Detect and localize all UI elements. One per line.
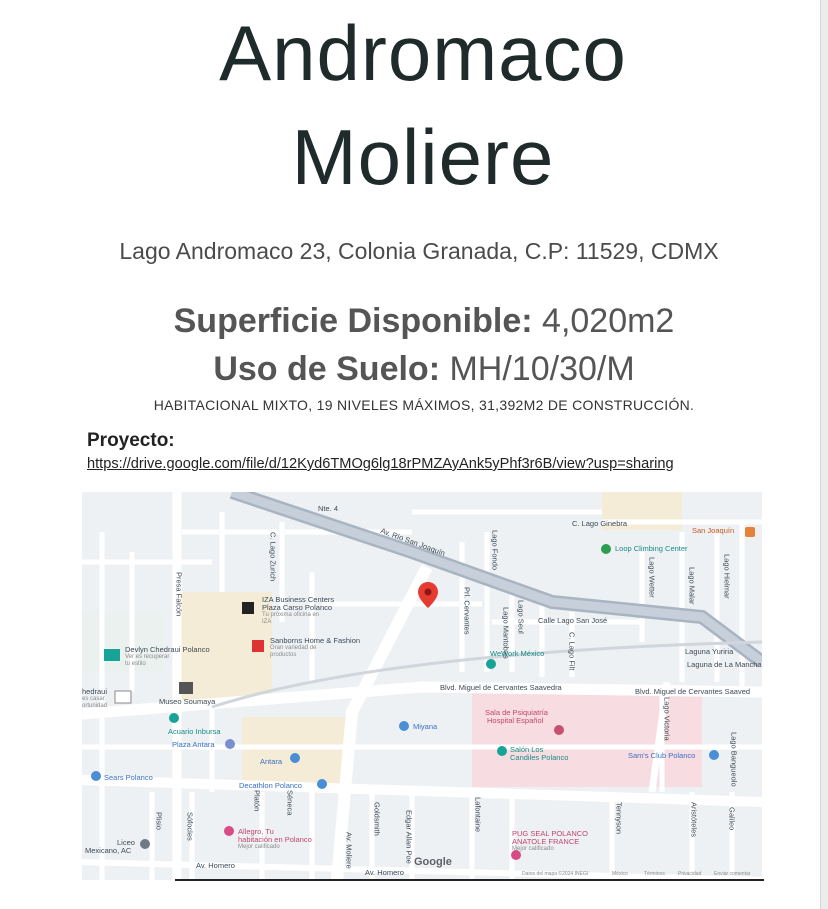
superficie-label: Superficie Disponible: xyxy=(173,302,533,340)
google-logo: Google xyxy=(414,856,452,868)
map-place-plaza-antara[interactable]: Plaza Antara xyxy=(172,740,215,749)
map-street-pliso: Plisio xyxy=(154,812,164,830)
map-footer-enviar[interactable]: Enviar comentar xyxy=(714,871,751,877)
map-place-soumaya[interactable]: Museo Soumaya xyxy=(159,697,216,706)
map-place-devlyn-sub: Ver es recuperar tu estilo xyxy=(125,654,170,667)
uso-suelo-line xyxy=(0,350,828,389)
map-footer-mexico[interactable]: México xyxy=(612,871,628,877)
map-street-presa-falcon: Presa Falcón xyxy=(174,572,184,617)
map-place-loop[interactable]: Loop Climbing Center xyxy=(615,544,688,553)
map-place-salon[interactable]: Salón Los xyxy=(510,745,544,754)
map-place-hospital[interactable]: Hospital Español xyxy=(487,716,544,725)
map-footer-terminos[interactable]: Términos xyxy=(644,871,665,877)
map-street-lafontaine: Lafontaine xyxy=(473,797,483,833)
map-place-sears[interactable]: Sears Polanco xyxy=(104,773,153,782)
map-street-platon: Platón xyxy=(252,790,262,812)
map-place-san-joaquin[interactable]: San Joaquín xyxy=(692,526,735,535)
map-street-blvd-cervantes-right: Blvd. Miguel de Cervantes Saaved xyxy=(635,687,751,696)
map-street-c-lago-zurich: C. Lago Zurich xyxy=(268,532,278,582)
map-street-rio-san-joaquin: Av. Río San Joaquín xyxy=(379,526,447,558)
map-place-liceo[interactable]: Liceo xyxy=(117,838,135,847)
map-place-iza[interactable]: IZA Business Centers xyxy=(262,595,335,604)
map-place-chedraui-sub: es casar ortunidad xyxy=(82,696,108,709)
map-place-pug[interactable]: PUG SEAL POLANCO xyxy=(512,829,588,838)
map-street-nte4: Nte. 4 xyxy=(318,504,339,513)
map-street-lago-wetter: Lago Wetter xyxy=(647,557,657,598)
project-label: Proyecto: xyxy=(87,430,175,451)
map-street-c-lago-filt: C. Lago Filt xyxy=(567,632,577,671)
map-street-laguna-yuriria: Laguna Yuriria xyxy=(685,647,734,656)
map-street-seneca: Séneca xyxy=(285,790,295,816)
map-place-antara[interactable]: Antara xyxy=(260,757,283,766)
map-place-salon-2[interactable]: Candiles Polanco xyxy=(510,753,569,762)
map-place-decathlon[interactable]: Decathlon Polanco xyxy=(239,781,302,790)
map-street-av-homero: Av. Homero xyxy=(196,861,235,870)
map-street-edgar-allan-poe: Edgar Allan Poe xyxy=(404,810,414,864)
map-street-lago-seul: Lago Seul xyxy=(516,600,526,634)
map-street-lago-malar: Lago Malar xyxy=(687,567,697,605)
map-place-psiquiatria[interactable]: Sala de Psiquiatría xyxy=(485,708,548,717)
map-street-lago-hielmar: Lago Hielmar xyxy=(722,554,732,599)
map-street-blvd-cervantes: Blvd. Miguel de Cervantes Saavedra xyxy=(440,683,562,692)
map-place-devlyn[interactable]: Devlyn Chedraui Polanco xyxy=(125,645,210,654)
map-place-iza-sub: Tu próxima oficina en IZA xyxy=(262,612,320,625)
superficie-value: 4,020m2 xyxy=(542,302,675,340)
map-street-calle-lago-san-jose: Calle Lago San José xyxy=(538,616,608,625)
map-street-lago-mantobas: Lago Mantobas xyxy=(501,607,511,659)
page-title-line2: Moliere xyxy=(291,113,555,201)
land-use-description: HABITACIONAL MIXTO, 19 NIVELES MÁXIMOS, 31,392M2 DE CONSTRUCCIÓN. xyxy=(153,397,695,413)
map-place-liceo-2[interactable]: Mexicano, AC xyxy=(85,846,132,855)
uso-suelo-value: MH/10/30/M xyxy=(449,350,635,388)
map-place-iza-2[interactable]: Plaza Carso Polanco xyxy=(262,603,333,612)
map-street-lago-fondo: Lago Fondo xyxy=(490,530,500,571)
map-street-lago-bangueolo: Lago Bangueolo xyxy=(729,732,739,787)
project-link[interactable]: https://drive.google.com/file/d/12Kyd6TMOg6lg18rPMZAyAnk5yPhf3r6B/view?usp=sharing xyxy=(87,456,674,472)
map-footer-privacidad[interactable]: Privacidad xyxy=(678,871,702,877)
map-place-sanborns-sub: Gran variedad de productos xyxy=(270,645,317,658)
map-street-goldsmith: Goldsmith xyxy=(372,802,382,836)
map-place-sams[interactable]: Sam's Club Polanco xyxy=(628,751,696,760)
map-place-sanborns[interactable]: Sanborns Home & Fashion xyxy=(270,636,361,645)
map-street-av-homero-2: Av. Homero xyxy=(365,868,404,877)
map-street-prl-cervantes: Prl. Cervantes xyxy=(462,587,472,635)
map-street-sofocles: Sófocles xyxy=(185,812,195,841)
divider xyxy=(175,879,764,881)
map-place-miyana[interactable]: Miyana xyxy=(413,722,438,731)
location-map[interactable] xyxy=(82,492,762,880)
page-title-line1: Andromaco xyxy=(219,9,627,97)
map-place-allegro[interactable]: Allegro, Tu xyxy=(238,827,274,836)
uso-suelo-label: Uso de Suelo: xyxy=(213,350,441,388)
map-street-aristoteles: Aristóteles xyxy=(689,802,699,838)
map-place-pug-2[interactable]: ANATOLE FRANCE xyxy=(512,837,580,846)
map-street-lago-victoria: Lago Victoria xyxy=(662,697,672,741)
map-street-laguna-la-mancha: Laguna de La Mancha xyxy=(687,660,762,669)
map-street-tennyson: Tennyson xyxy=(614,802,624,835)
superficie-line xyxy=(0,302,828,341)
map-place-allegro-2[interactable]: habitación en Polanco xyxy=(238,835,312,844)
map-place-pug-sub: Mejor calificado xyxy=(512,846,554,852)
map-attribution: Datos del mapa ©2024 INEGI xyxy=(522,871,589,877)
map-street-av-moliere: Av. Moliere xyxy=(344,832,354,869)
map-street-galileo: Galileo xyxy=(727,807,737,831)
map-place-allegro-sub: Mejor calificado xyxy=(238,844,280,850)
address: Lago Andromaco 23, Colonia Granada, C.P: 11529, CDMX xyxy=(119,238,719,264)
map-place-acuario[interactable]: Acuario Inbursa xyxy=(168,727,221,736)
map-place-chedraui[interactable]: hedraui xyxy=(82,687,108,696)
map-place-wework[interactable]: WeWork México xyxy=(490,649,545,658)
map-street-c-lago-ginebra: C. Lago Ginebra xyxy=(572,519,628,528)
